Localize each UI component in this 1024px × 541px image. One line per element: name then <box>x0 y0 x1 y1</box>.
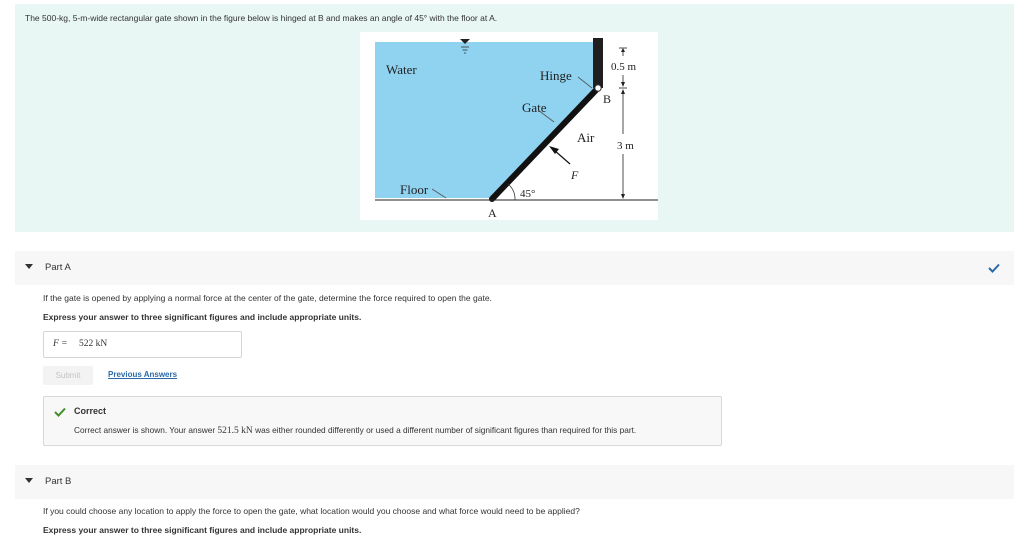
feedback-message <box>74 425 636 436</box>
hinge-pin <box>595 85 601 91</box>
b-label: B <box>603 92 612 106</box>
angle-label: 45° <box>520 188 536 200</box>
force-label: F <box>571 168 579 182</box>
part-a-complete-check-icon <box>988 263 1000 273</box>
part-b-instruction: Express your answer to three significant figures and include appropriate units. <box>43 525 362 535</box>
wall <box>593 38 603 88</box>
gate-diagram <box>360 32 660 224</box>
feedback-panel <box>43 396 722 446</box>
submit-button[interactable]: Submit <box>43 366 93 385</box>
answer-variable: F = <box>53 339 68 349</box>
dimension-top-label: 0.5 m <box>611 61 637 73</box>
problem-statement: The 500-kg, 5-m-wide rectangular gate shown in the figure below is hinged at B and makes an angle of 45° with the floor at A. <box>25 13 498 23</box>
dimension-height-label: 3 m <box>617 140 634 152</box>
answer-field[interactable] <box>43 331 242 358</box>
answer-value[interactable]: 522 kN <box>79 339 108 349</box>
part-a-title: Part A <box>45 262 71 273</box>
feedback-message-end: was either rounded differently or used a different number of significant figures than required for this part. <box>252 425 637 435</box>
collapse-caret-icon[interactable] <box>25 264 33 269</box>
collapse-caret-icon[interactable] <box>25 478 33 483</box>
gate-label: Gate <box>522 100 547 115</box>
gate-figure <box>360 32 660 229</box>
part-a-question: If the gate is opened by applying a normal force at the center of the gate, determine the force required to open the gate. <box>43 293 492 303</box>
part-b-header[interactable] <box>15 465 1014 499</box>
a-label: A <box>488 206 497 220</box>
feedback-message-start: Correct answer is shown. Your answer <box>74 425 218 435</box>
feedback-submitted-value: 521.5 kN <box>217 426 253 436</box>
floor-label: Floor <box>400 182 429 197</box>
previous-answers-link[interactable]: Previous Answers <box>108 370 178 379</box>
part-b-title: Part B <box>45 476 72 487</box>
correct-check-icon <box>54 407 66 417</box>
part-a-header[interactable] <box>15 251 1014 285</box>
water-label: Water <box>386 62 417 77</box>
air-label: Air <box>577 130 595 145</box>
part-b-question: If you could choose any location to apply the force to open the gate, what location would you choose and what force would need to be applied? <box>43 506 580 516</box>
part-a-instruction: Express your answer to three significant figures and include appropriate units. <box>43 312 362 322</box>
hinge-label: Hinge <box>540 68 572 83</box>
feedback-title: Correct <box>74 406 107 416</box>
